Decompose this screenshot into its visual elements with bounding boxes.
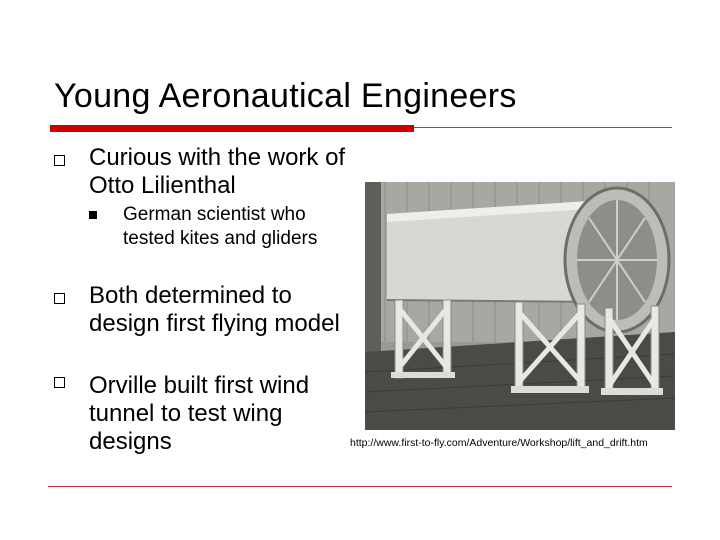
hollow-square-bullet-icon	[54, 377, 65, 388]
wind-tunnel-photo	[365, 182, 675, 430]
footer-divider-line	[48, 486, 672, 487]
hollow-square-bullet-icon	[54, 293, 65, 304]
filled-square-bullet-icon	[89, 211, 97, 219]
sub-bullet-text: German scientist who tested kites and gliders	[123, 204, 318, 249]
title-accent-bar	[50, 125, 414, 132]
bullet-text: Orville built first wind tunnel to test wing designs	[89, 372, 310, 455]
hollow-square-bullet-icon	[54, 155, 65, 166]
title-divider-line	[414, 127, 672, 128]
bullet-text: Both determined to design first flying model	[89, 282, 340, 337]
image-source-url: http://www.first-to-fly.com/Adventure/Workshop/lift_and_drift.htm	[350, 437, 648, 449]
bullet-text: Curious with the work of Otto Lilienthal	[89, 144, 346, 199]
slide-title: Young Aeronautical Engineers	[54, 77, 517, 115]
